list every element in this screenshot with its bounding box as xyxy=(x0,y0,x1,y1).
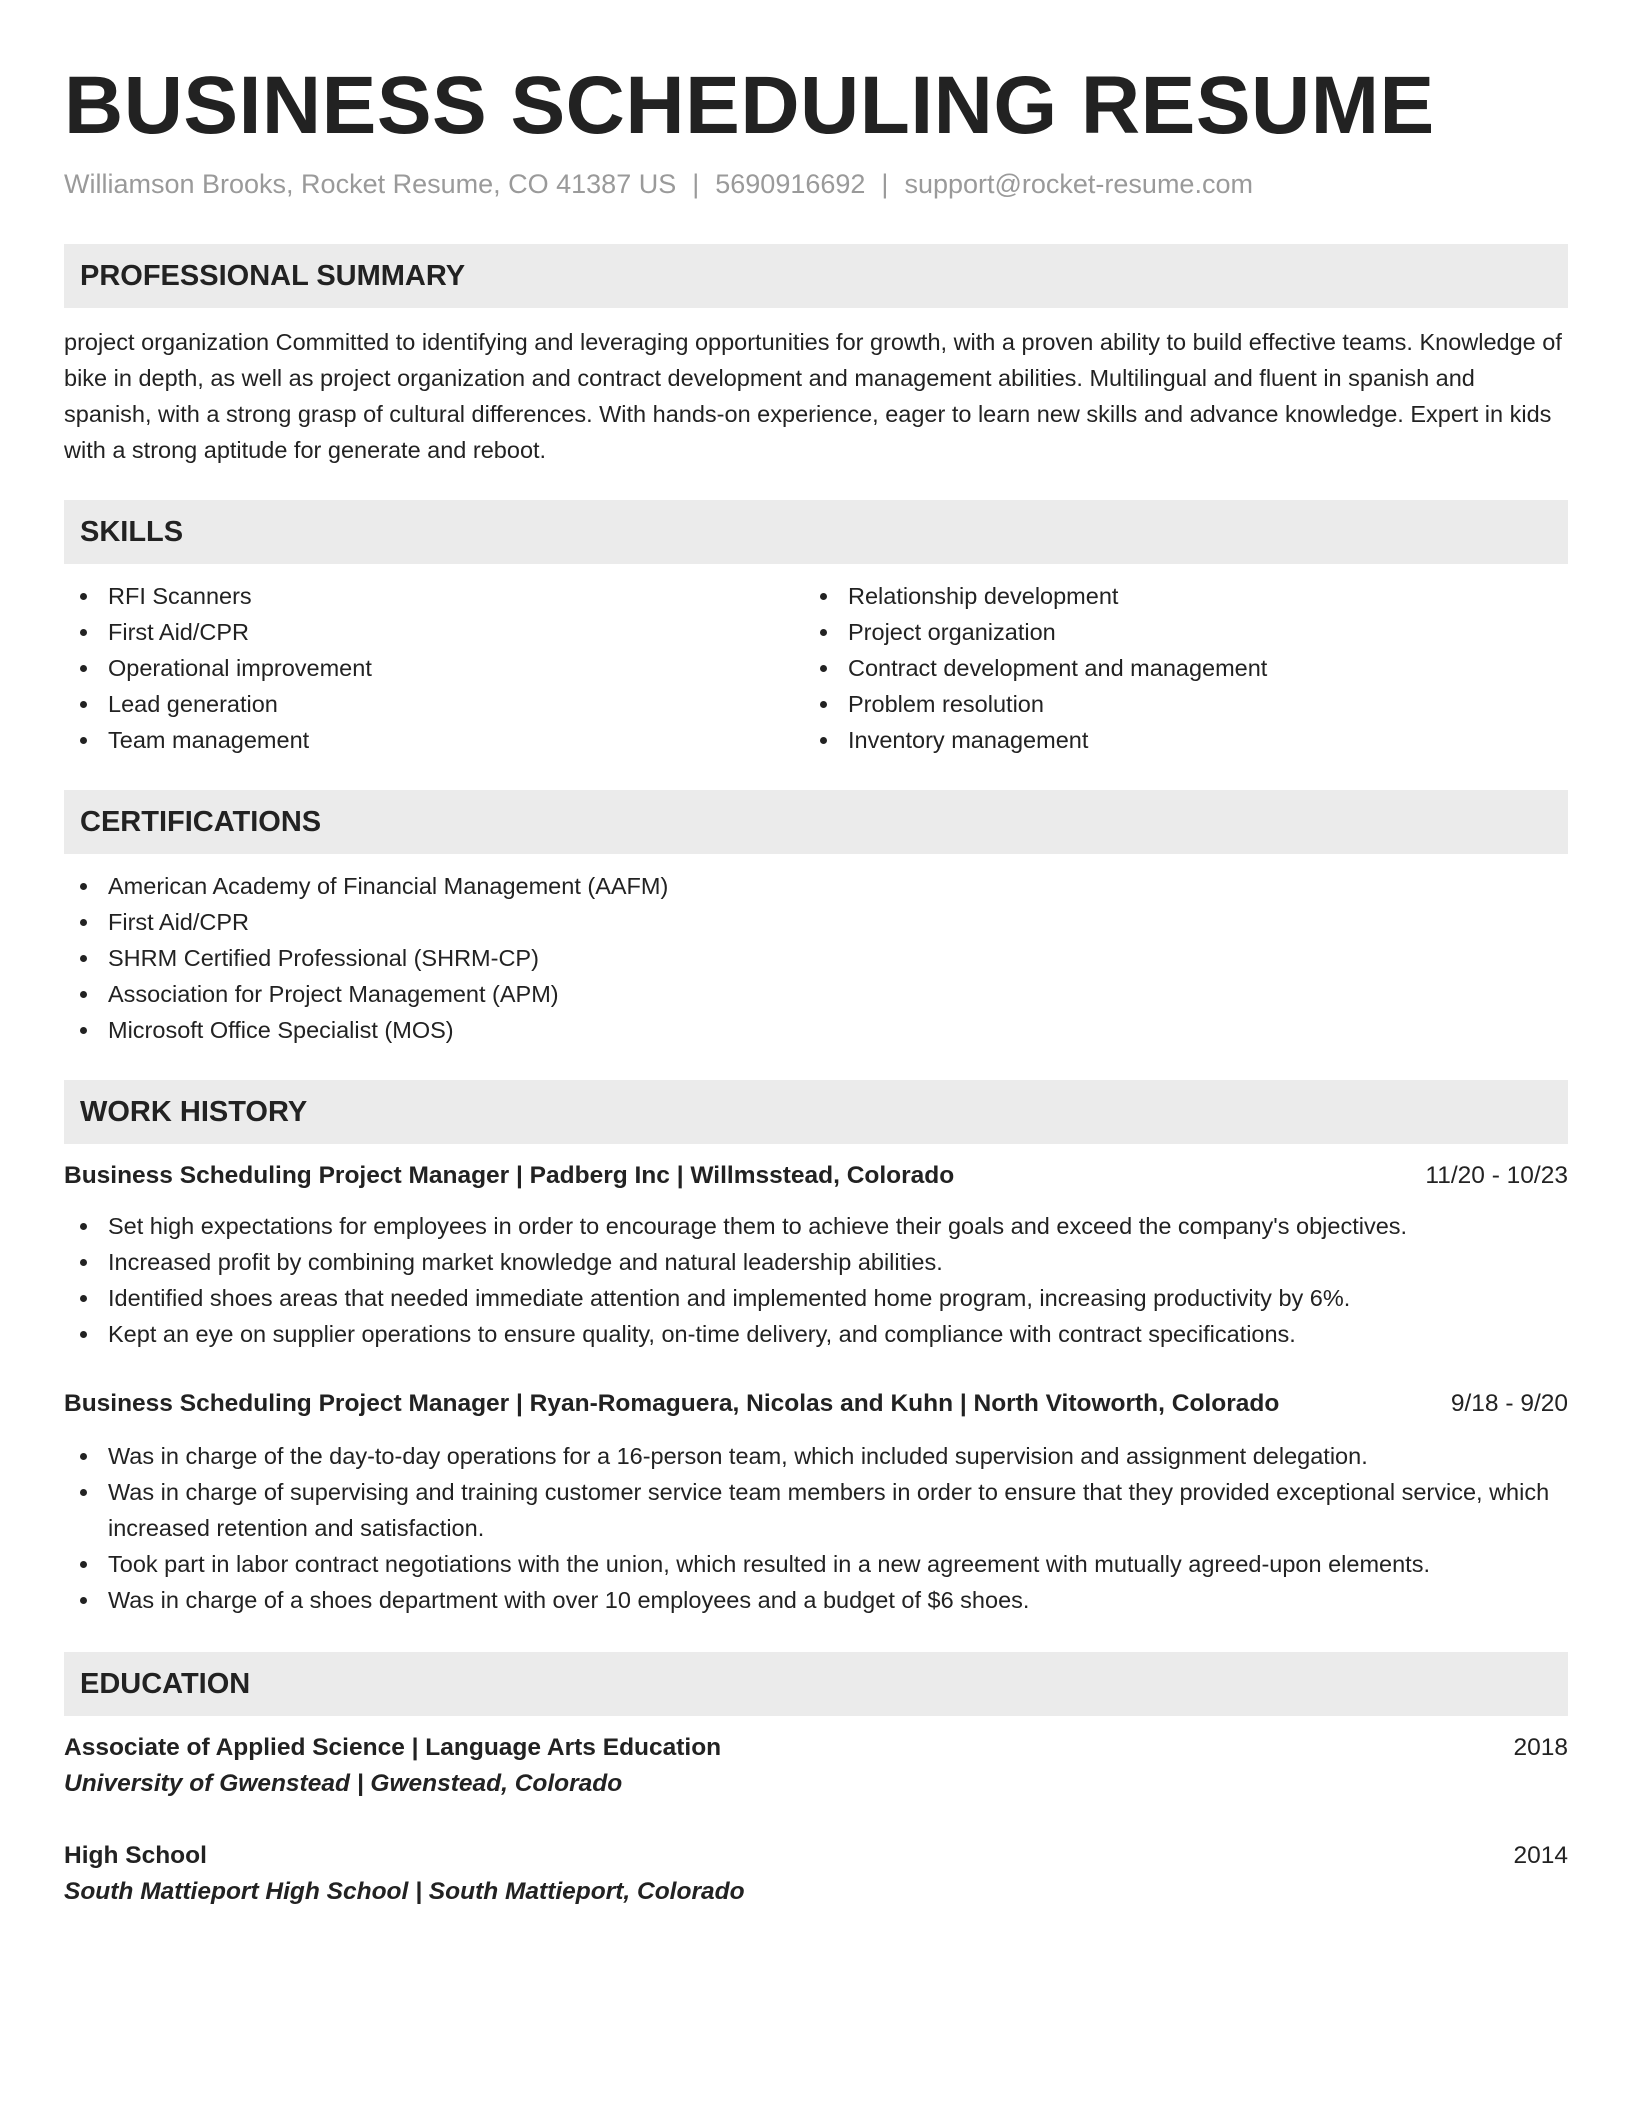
job-header xyxy=(64,1158,1568,1194)
job-bullet: Kept an eye on supplier operations to ensure quality, on-time delivery, and compliance with contract specifications. xyxy=(64,1316,1568,1352)
job-bullet: Took part in labor contract negotiations with the union, which resulted in a new agreement with mutually agreed-upon elements. xyxy=(64,1546,1568,1582)
job-bullet: Was in charge of the day-to-day operations for a 16-person team, which included supervision and assignment delegation. xyxy=(64,1438,1568,1474)
job-entry xyxy=(64,1386,1568,1618)
certification-item: SHRM Certified Professional (SHRM-CP) xyxy=(64,940,1568,976)
job-bullet: Set high expectations for employees in order to encourage them to achieve their goals and exceed the company's objectives. xyxy=(64,1208,1568,1244)
job-title: Business Scheduling Project Manager | Padberg Inc | Willmsstead, Colorado xyxy=(64,1162,955,1189)
job-title: Business Scheduling Project Manager | Ryan-Romaguera, Nicolas and Kuhn | North Vitoworth, Colorado xyxy=(64,1390,1280,1417)
contact-address: Williamson Brooks, Rocket Resume, CO 41387 US xyxy=(64,169,677,199)
skills-list xyxy=(64,578,1568,758)
skill-item: RFI Scanners xyxy=(64,578,804,614)
job-bullet: Identified shoes areas that needed immediate attention and implemented home program, increasing productivity by 6%. xyxy=(64,1280,1568,1316)
education-degree: Associate of Applied Science | Language Arts Education xyxy=(64,1734,722,1761)
job-entry xyxy=(64,1158,1568,1352)
job-bullet: Increased profit by combining market knowledge and natural leadership abilities. xyxy=(64,1244,1568,1280)
work-history-heading: WORK HISTORY xyxy=(64,1080,1568,1144)
skills-heading: SKILLS xyxy=(64,500,1568,564)
skills-column-right xyxy=(804,578,1544,758)
education-heading: EDUCATION xyxy=(64,1652,1568,1716)
summary-heading: PROFESSIONAL SUMMARY xyxy=(64,244,1568,308)
education-entry xyxy=(64,1838,1568,1910)
job-bullets xyxy=(64,1438,1568,1618)
skill-item: Lead generation xyxy=(64,686,804,722)
summary-text: project organization Committed to identifying and leveraging opportunities for growth, with a proven ability to build effective teams. Knowledge of bike in depth, as well as project organization and contract development and management abilities. Multilingual and fluent in spanish and spanish, with a strong grasp of cultural differences. With hands-on experience, eager to learn new skills and advance knowledge. Expert in kids with a strong aptitude for generate and reboot. xyxy=(64,329,1562,463)
certification-item: American Academy of Financial Management (AAFM) xyxy=(64,868,1568,904)
education-entry xyxy=(64,1730,1568,1802)
resume-title: BUSINESS SCHEDULING RESUME xyxy=(64,60,1435,151)
skill-item: Inventory management xyxy=(804,722,1544,758)
certification-item: First Aid/CPR xyxy=(64,904,1568,940)
certification-item: Association for Project Management (APM) xyxy=(64,976,1568,1012)
job-dates: 11/20 - 10/23 xyxy=(1425,1162,1568,1189)
contact-separator: | xyxy=(692,169,700,199)
contact-separator: | xyxy=(881,169,889,199)
skill-item: Problem resolution xyxy=(804,686,1544,722)
education-header xyxy=(64,1838,1568,1874)
skill-item: First Aid/CPR xyxy=(64,614,804,650)
skill-item: Contract development and management xyxy=(804,650,1544,686)
skills-column-left xyxy=(64,578,804,758)
certifications-list xyxy=(64,868,1568,1048)
contact-phone: 5690916692 xyxy=(715,169,866,199)
education-header xyxy=(64,1730,1568,1766)
skill-item: Project organization xyxy=(804,614,1544,650)
job-bullet: Was in charge of a shoes department with over 10 employees and a budget of $6 shoes. xyxy=(64,1582,1568,1618)
contact-line xyxy=(64,166,1568,202)
education-year: 2014 xyxy=(1513,1842,1568,1869)
job-bullets xyxy=(64,1208,1568,1352)
contact-email: support@rocket-resume.com xyxy=(904,169,1253,199)
certification-item: Microsoft Office Specialist (MOS) xyxy=(64,1012,1568,1048)
skill-item: Operational improvement xyxy=(64,650,804,686)
education-school: South Mattieport High School | South Mattieport, Colorado xyxy=(64,1878,745,1905)
job-dates: 9/18 - 9/20 xyxy=(1450,1390,1568,1417)
skill-item: Team management xyxy=(64,722,804,758)
job-bullet: Was in charge of supervising and training customer service team members in order to ensure that they provided exceptional service, which increased retention and satisfaction. xyxy=(64,1474,1568,1546)
education-degree: High School xyxy=(64,1842,207,1869)
education-year: 2018 xyxy=(1513,1734,1568,1761)
job-header xyxy=(64,1386,1568,1422)
education-school: University of Gwenstead | Gwenstead, Colorado xyxy=(64,1770,623,1797)
certifications-heading: CERTIFICATIONS xyxy=(64,790,1568,854)
skill-item: Relationship development xyxy=(804,578,1544,614)
